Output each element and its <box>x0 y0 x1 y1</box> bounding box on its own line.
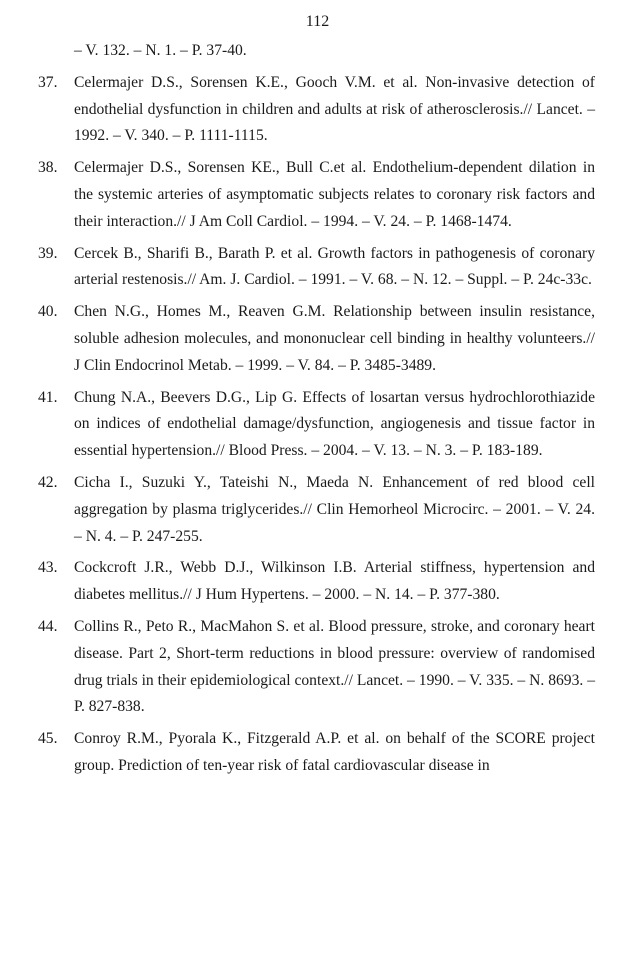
reference-text: Chung N.A., Beevers D.G., Lip G. Effects of losartan versus hydrochlorothiazide on indices of endothelial damage/dysfunction, angiogenesis and tissue factor in essential hypertension.// Blood Press. – 2004. – V. 13. – N. 3. – P. 183-189. <box>74 388 595 460</box>
reference-list <box>38 38 595 780</box>
reference-text: Cicha I., Suzuki Y., Tateishi N., Maeda N. Enhancement of red blood cell aggregation by plasma triglycerides.// Clin Hemorheol Microcirc. – 2001. – V. 24. – N. 4. – P. 247-255. <box>74 473 595 545</box>
reference-item <box>38 299 595 379</box>
reference-item <box>38 726 595 780</box>
reference-text: Cercek B., Sharifi B., Barath P. et al. Growth factors in pathogenesis of coronary arterial restenosis.// Am. J. Cardiol. – 1991. – V. 68. – N. 12. – Suppl. – P. 24c-33c. <box>74 244 595 289</box>
reference-number: 37. <box>38 73 58 91</box>
reference-item <box>38 241 595 295</box>
reference-number: 44. <box>38 617 58 635</box>
reference-continuation: – V. 132. – N. 1. – P. 37-40. <box>74 42 247 59</box>
reference-item <box>38 470 595 550</box>
reference-item <box>38 385 595 465</box>
page-number: 112 <box>305 13 330 30</box>
reference-text: Chen N.G., Homes M., Reaven G.M. Relationship between insulin resistance, soluble adhesion molecules, and mononuclear cell binding in healthy volunteers.// J Clin Endocrinol Metab. – 1999. – V. 84. – P. 3485-3489. <box>74 303 595 374</box>
reference-number: 43. <box>38 559 58 577</box>
reference-number: 41. <box>38 388 58 406</box>
reference-text: Celermajer D.S., Sorensen K.E., Gooch V.M. et al. Non-invasive detection of endothelial dysfunction in children and adults at risk of atherosclerosis.// Lancet. – 1992. – V. 340. – P. 1111-1115. <box>74 73 595 145</box>
reference-item <box>38 70 595 150</box>
reference-text: Collins R., Peto R., MacMahon S. et al. Blood pressure, stroke, and coronary heart disease. Part 2, Short-term reductions in blood pressure: overview of randomised drug trials in their epidemiological context.// Lancet. – 1990. – V. 335. – N. 8693. – P. 827-838. <box>74 617 595 716</box>
reference-text: Celermajer D.S., Sorensen KE., Bull C.et al. Endothelium-dependent dilation in the systemic arteries of asymptomatic subjects relates to coronary risk factors and their interaction.// J Am Coll Cardiol. – 1994. – V. 24. – P. 1468-1474. <box>74 159 595 230</box>
reference-text: Conroy R.M., Pyorala K., Fitzgerald A.P. et al. on behalf of the SCORE project group. Prediction of ten-year risk of fatal cardiovascular disease in <box>74 730 595 774</box>
reference-text: Cockcroft J.R., Webb D.J., Wilkinson I.B. Arterial stiffness, hypertension and diabetes mellitus.// J Hum Hypertens. – 2000. – N. 14. – P. 377-380. <box>74 559 595 604</box>
reference-number: 38. <box>38 159 58 177</box>
reference-item <box>38 614 595 721</box>
reference-number: 40. <box>38 303 58 321</box>
reference-number: 45. <box>38 730 58 748</box>
reference-number: 39. <box>38 244 58 262</box>
reference-item <box>38 555 595 609</box>
reference-item <box>38 155 595 235</box>
reference-number: 42. <box>38 473 58 491</box>
